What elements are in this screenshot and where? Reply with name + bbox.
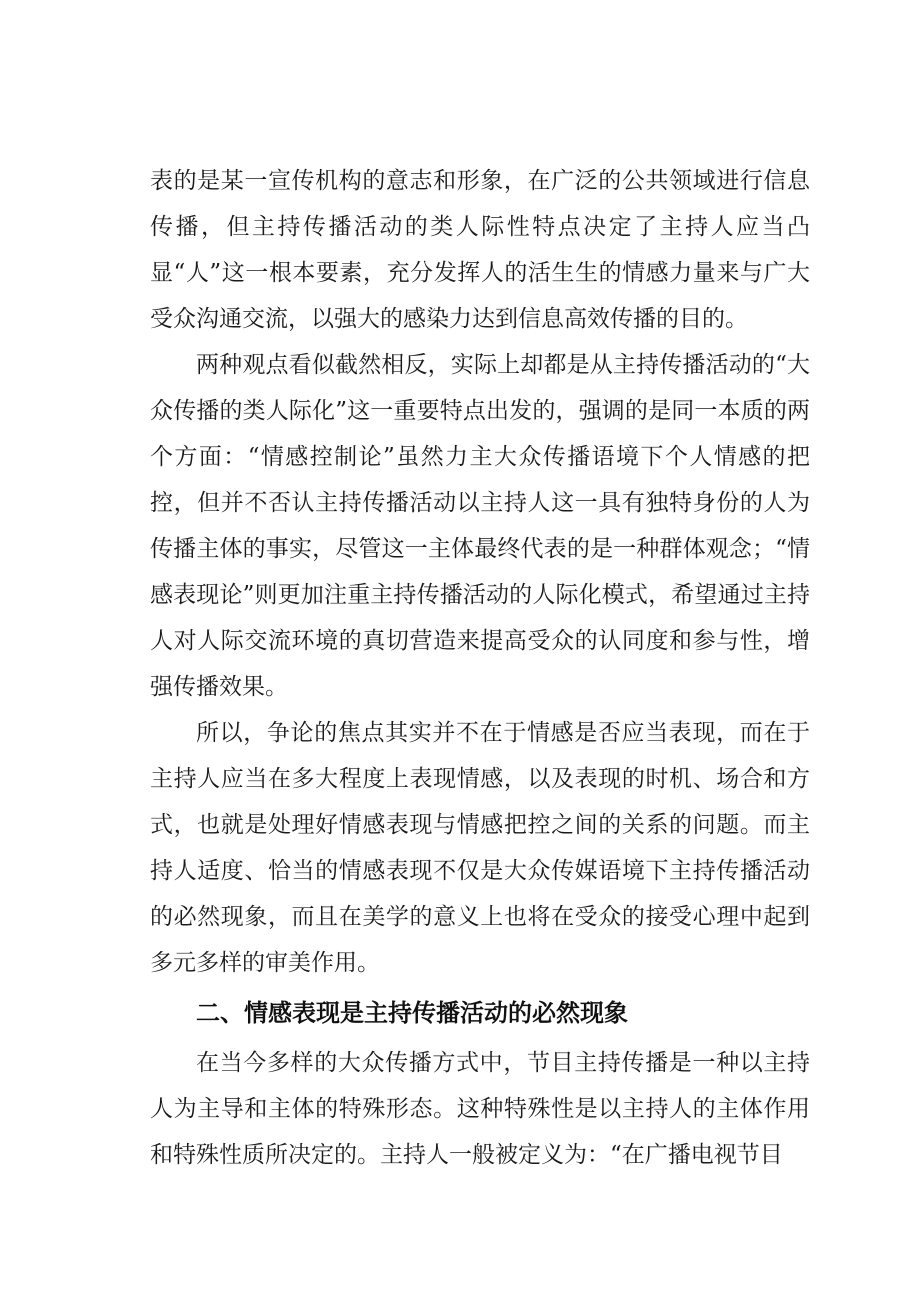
paragraph-focus-of-debate: 所以，争论的焦点其实并不在于情感是否应当表现，而在于主持人应当在多大程度上表现情感，以及表现的时机、场合和方式，也就是处理好情感表现与情感把控之间的关系的问题。而主持人适度、恰当的情感表现不仅是大众传媒语境下主持传播活动的必然现象，而且在美学的意义上也将在受众的接受心理中起到多元多样的审美作用。: [150, 720, 810, 976]
paragraph-continuation: 表的是某一宣传机构的意志和形象，在广泛的公共领域进行信息传播，但主持传播活动的类人际性特点决定了主持人应当凸显“人”这一根本要素，充分发挥人的活生生的情感力量来与广大受众沟通交流，以强大的感染力达到信息高效传播的目的。: [150, 168, 810, 332]
body-text: [150, 158, 810, 1178]
paragraph-section-intro: 在当今多样的大众传播方式中，节目主持传播是一种以主持人为主导和主体的特殊形态。这种特殊性是以主持人的主体作用和特殊性质所决定的。主持人一般被定义为：“在广播电视节目: [150, 1050, 810, 1168]
section-heading: 二、情感表现是主持传播活动的必然现象: [196, 999, 628, 1027]
paragraph-two-viewpoints: 两种观点看似截然相反，实际上却都是从主持传播活动的“大众传播的类人际化”这一重要特点出发的，强调的是同一本质的两个方面：“情感控制论”虽然力主大众传播语境下个人情感的把控，但并不否认主持传播活动以主持人这一具有独特身份的人为传播主体的事实，尽管这一主体最终代表的是一种群体观念；“情感表现论”则更加注重主持传播活动的人际化模式，希望通过主持人对人际交流环境的真切营造来提高受众的认同度和参与性，增强传播效果。: [150, 352, 810, 700]
